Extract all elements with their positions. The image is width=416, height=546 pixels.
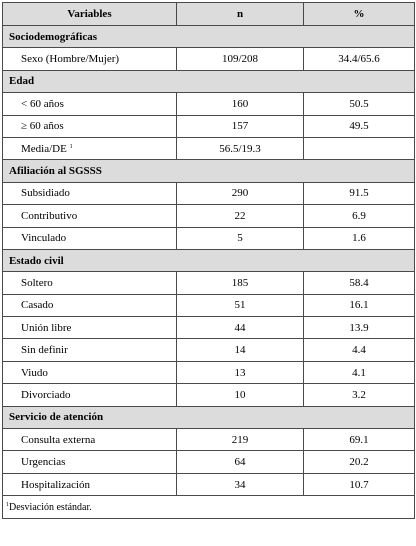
footnote-number: 1 — [6, 501, 9, 508]
row-label: Consulta externa — [3, 429, 177, 451]
data-table — [2, 2, 415, 519]
row-n: 14 — [177, 339, 304, 361]
table-row — [3, 361, 415, 383]
row-percent: 10.7 — [304, 473, 415, 495]
table-row — [3, 429, 415, 451]
section-row — [3, 70, 415, 92]
row-n: 56.5/19.3 — [177, 137, 304, 159]
row-percent: 69.1 — [304, 429, 415, 451]
row-label: Soltero — [3, 272, 177, 294]
header-percent: % — [304, 3, 415, 26]
row-n: 5 — [177, 227, 304, 249]
row-percent: 16.1 — [304, 294, 415, 316]
row-n: 22 — [177, 205, 304, 227]
row-n: 13 — [177, 361, 304, 383]
row-n: 64 — [177, 451, 304, 473]
row-percent: 1.6 — [304, 227, 415, 249]
row-label: ≥ 60 años — [3, 115, 177, 137]
row-n: 157 — [177, 115, 304, 137]
row-percent: 4.4 — [304, 339, 415, 361]
table-row — [3, 294, 415, 316]
table-row — [3, 205, 415, 227]
table-row — [3, 317, 415, 339]
section-row — [3, 249, 415, 271]
row-label: Urgencias — [3, 451, 177, 473]
section-row — [3, 26, 415, 48]
section-title: Sociodemográficas — [3, 26, 415, 48]
row-percent: 13.9 — [304, 317, 415, 339]
table-row — [3, 48, 415, 70]
row-label: Contributivo — [3, 205, 177, 227]
section-title: Edad — [3, 70, 415, 92]
row-label: Casado — [3, 294, 177, 316]
table-row — [3, 451, 415, 473]
row-n: 10 — [177, 384, 304, 406]
table-row — [3, 137, 415, 159]
table-row — [3, 473, 415, 495]
section-title: Afiliación al SGSSS — [3, 160, 415, 182]
footnote-marker: 1 — [69, 143, 73, 150]
row-label — [3, 137, 177, 159]
row-n: 34 — [177, 473, 304, 495]
table-row — [3, 272, 415, 294]
row-label: Unión libre — [3, 317, 177, 339]
row-percent: 6.9 — [304, 205, 415, 227]
row-label: Viudo — [3, 361, 177, 383]
table-row — [3, 384, 415, 406]
section-row — [3, 406, 415, 428]
row-label: Sin definir — [3, 339, 177, 361]
row-n: 219 — [177, 429, 304, 451]
row-label: Subsidiado — [3, 182, 177, 204]
row-percent: 4.1 — [304, 361, 415, 383]
row-n: 290 — [177, 182, 304, 204]
row-n: 160 — [177, 93, 304, 115]
row-label: < 60 años — [3, 93, 177, 115]
row-n: 44 — [177, 317, 304, 339]
header-n: n — [177, 3, 304, 26]
footnote-row — [3, 496, 415, 519]
table-row — [3, 227, 415, 249]
row-label-text: Media/DE — [21, 142, 67, 155]
table-body — [3, 26, 415, 519]
header-row — [3, 3, 415, 26]
table-row — [3, 182, 415, 204]
header-variables: Variables — [3, 3, 177, 26]
row-label: Hospitalización — [3, 473, 177, 495]
table-row — [3, 115, 415, 137]
section-title: Servicio de atención — [3, 406, 415, 428]
row-percent: 20.2 — [304, 451, 415, 473]
table-row — [3, 339, 415, 361]
row-percent: 58.4 — [304, 272, 415, 294]
row-percent — [304, 137, 415, 159]
row-n: 185 — [177, 272, 304, 294]
table-row — [3, 93, 415, 115]
row-percent: 91.5 — [304, 182, 415, 204]
section-title: Estado civil — [3, 249, 415, 271]
row-label: Vinculado — [3, 227, 177, 249]
row-n: 109/208 — [177, 48, 304, 70]
row-label: Sexo (Hombre/Mujer) — [3, 48, 177, 70]
footnote-text: Desviación estándar. — [9, 501, 92, 513]
footnote — [3, 496, 415, 519]
row-percent: 50.5 — [304, 93, 415, 115]
row-label: Divorciado — [3, 384, 177, 406]
row-n: 51 — [177, 294, 304, 316]
row-percent: 49.5 — [304, 115, 415, 137]
section-row — [3, 160, 415, 182]
row-percent: 3.2 — [304, 384, 415, 406]
row-percent: 34.4/65.6 — [304, 48, 415, 70]
